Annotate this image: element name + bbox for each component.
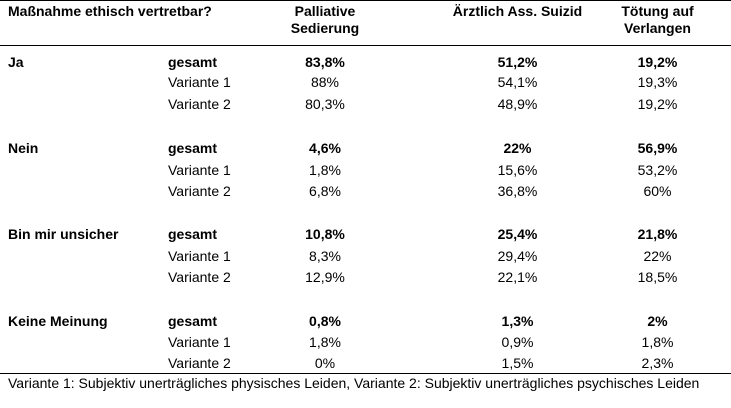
variant-label: Variante 1: [168, 162, 231, 178]
value-killing-on-request: 53,2%: [637, 162, 678, 178]
value-assisted-suicide: 48,9%: [497, 96, 538, 112]
value-killing-on-request: 60%: [643, 183, 672, 199]
value-palliative: 88%: [310, 74, 340, 90]
table-row: [0, 246, 731, 266]
value-palliative: 10,8%: [305, 226, 345, 242]
header-question: Maßnahme ethisch vertretbar?: [8, 3, 212, 19]
table-row: [0, 332, 731, 352]
value-assisted-suicide: 25,4%: [497, 226, 538, 242]
value-assisted-suicide: 0,9%: [501, 334, 534, 350]
group-label: Ja: [8, 54, 24, 70]
value-palliative: 1,8%: [309, 334, 341, 350]
value-assisted-suicide: 22,1%: [497, 269, 538, 285]
table-row: [0, 267, 731, 287]
value-palliative: 0%: [314, 355, 336, 371]
header-killing-line1: Tötung auf: [621, 3, 694, 19]
variant-label: Variante 1: [168, 334, 231, 350]
value-assisted-suicide: 51,2%: [497, 54, 538, 70]
variant-label: gesamt: [168, 140, 218, 156]
header-killing-on-request: [590, 3, 725, 37]
value-assisted-suicide: 29,4%: [497, 248, 538, 264]
value-palliative: 4,6%: [309, 140, 341, 156]
value-assisted-suicide: 36,8%: [497, 183, 538, 199]
value-killing-on-request: 18,5%: [637, 269, 678, 285]
value-assisted-suicide: 54,1%: [497, 74, 538, 90]
value-assisted-suicide: 1,5%: [501, 355, 534, 371]
value-killing-on-request: 19,2%: [637, 96, 678, 112]
table-footnote: Variante 1: Subjektiv unerträgliches physisches Leiden, Variante 2: Subjektiv unerträgliches psychisches Leiden: [8, 375, 700, 391]
table-header: [0, 0, 731, 46]
variant-label: Variante 1: [168, 74, 231, 90]
table-row: [0, 72, 731, 92]
value-killing-on-request: 1,8%: [641, 334, 674, 350]
table-row: [0, 311, 731, 331]
value-palliative: 0,8%: [309, 313, 341, 329]
table-row: [0, 94, 731, 114]
header-palliative-sedation: [270, 3, 380, 37]
table-row: [0, 224, 731, 244]
table-row: [0, 160, 731, 180]
variant-label: Variante 2: [168, 96, 231, 112]
variant-label: Variante 2: [168, 183, 231, 199]
group-label: Keine Meinung: [8, 313, 108, 329]
value-assisted-suicide: 22%: [503, 140, 532, 156]
header-killing-line2: Verlangen: [624, 20, 691, 36]
variant-label: Variante 2: [168, 269, 231, 285]
value-assisted-suicide: 15,6%: [497, 162, 538, 178]
header-assisted-suicide: Ärztlich Ass. Suizid: [452, 3, 583, 19]
value-killing-on-request: 2,3%: [641, 355, 674, 371]
variant-label: gesamt: [168, 226, 218, 242]
table-row: [0, 138, 731, 158]
variant-label: gesamt: [168, 313, 218, 329]
table-row: [0, 353, 731, 373]
value-killing-on-request: 56,9%: [637, 140, 678, 156]
value-killing-on-request: 19,2%: [637, 54, 678, 70]
value-killing-on-request: 2%: [647, 313, 668, 329]
group-label: Nein: [8, 140, 39, 156]
variant-label: Variante 1: [168, 248, 231, 264]
table-row: [0, 181, 731, 201]
value-killing-on-request: 22%: [643, 248, 672, 264]
group-label: Bin mir unsicher: [8, 226, 119, 242]
variant-label: Variante 2: [168, 355, 231, 371]
value-palliative: 80,3%: [305, 96, 345, 112]
value-palliative: 1,8%: [309, 162, 341, 178]
value-palliative: 8,3%: [309, 248, 341, 264]
variant-label: gesamt: [168, 54, 218, 70]
value-palliative: 12,9%: [305, 269, 345, 285]
value-killing-on-request: 19,3%: [637, 74, 678, 90]
header-palliative-line2: Sedierung: [290, 20, 360, 36]
table-bottom-rule: [0, 373, 731, 374]
value-killing-on-request: 21,8%: [637, 226, 678, 242]
value-palliative: 83,8%: [305, 54, 345, 70]
value-palliative: 6,8%: [309, 183, 341, 199]
header-palliative-line1: Palliative: [294, 3, 356, 19]
table-row: [0, 52, 731, 72]
value-assisted-suicide: 1,3%: [501, 313, 534, 329]
